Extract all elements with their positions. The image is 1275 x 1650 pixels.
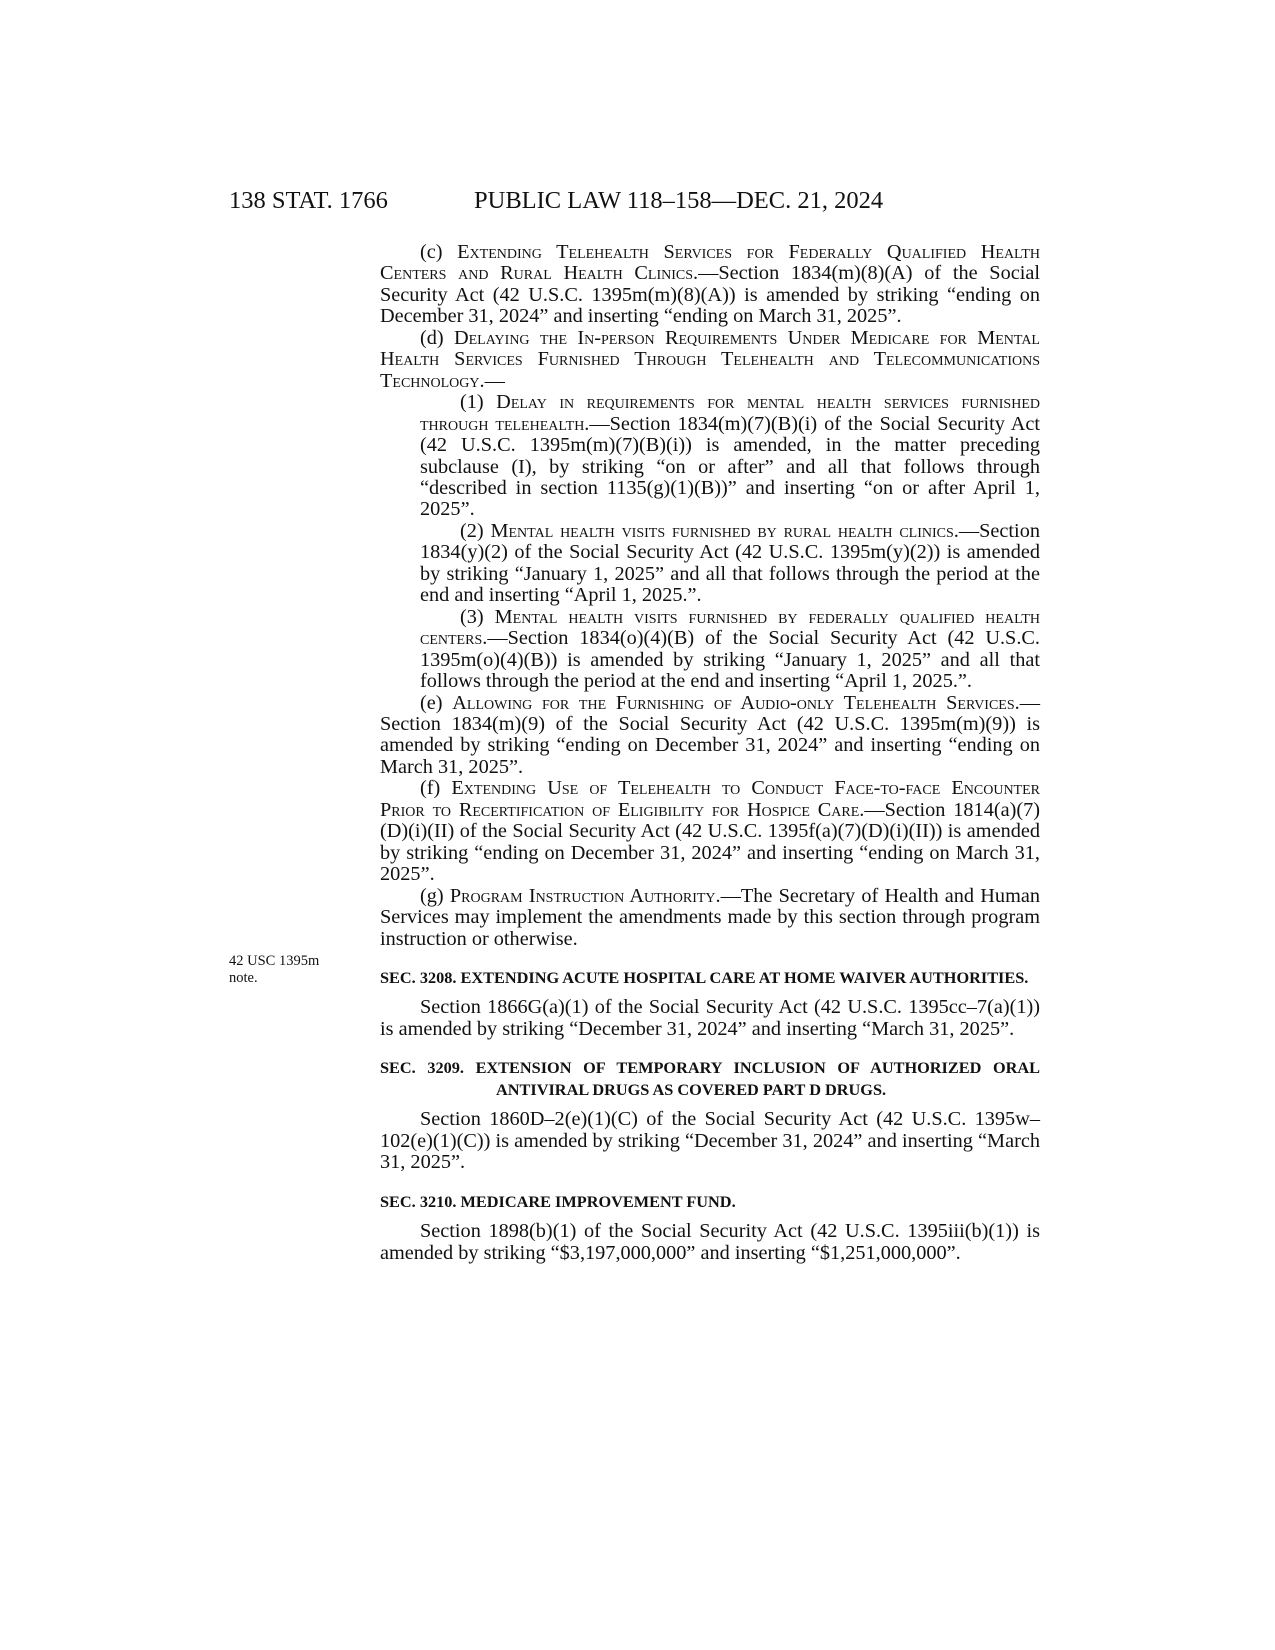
section-3209-text: Section 1860D–2(e)(1)(C) of the Social Security Act (42 U.S.C. 1395w–102(e)(1)(C)) is amended by striking “December 31, 2024” and inserting “March 31, 2025”. — [380, 1108, 1040, 1174]
paragraph-f — [380, 778, 1040, 885]
subparagraph-label: (2) — [460, 519, 484, 542]
subparagraph-label: (3) — [460, 605, 484, 628]
section-spacer — [380, 950, 1040, 967]
paragraph-label: (g) — [420, 884, 444, 907]
subparagraph-d-1 — [380, 392, 1040, 521]
paragraph-text: —Section 1814(a)(7)(D)(i)(II) of the Social Security Act (42 U.S.C. 1395f(a)(7)(D)(i)(II)) is amended by striking “ending on December 31, 2024” and inserting “ending on March 31, 2025”. — [380, 798, 1041, 886]
section-3210-heading: SEC. 3210. MEDICARE IMPROVEMENT FUND. — [380, 1191, 736, 1211]
paragraph-e — [380, 693, 1040, 779]
paragraph-c — [380, 242, 1040, 328]
paragraph-heading: Extending Use of Telehealth to Conduct Face-to-face Encounter Prior to Recertification of Eligibility for Hospice Care. — [380, 777, 1040, 821]
section-3208-text: Section 1866G(a)(1) of the Social Security Act (42 U.S.C. 1395cc–7(a)(1)) is amended by striking “December 31, 2024” and inserting “March 31, 2025”. — [380, 996, 1040, 1040]
subparagraph-d-2 — [380, 521, 1040, 607]
paragraph-label: (f) — [420, 777, 441, 800]
subparagraph-text: —Section 1834(o)(4)(B) of the Social Security Act (42 U.S.C. 1395m(o)(4)(B)) is amended by striking “January 1, 2025” and all that follows through the period at the end and inserting “April 1, 2025.”. — [420, 627, 1040, 693]
paragraph-text: —Section 1834(m)(9) of the Social Security Act (42 U.S.C. 1395m(m)(9)) is amended by striking “ending on December 31, 2024” and inserting “ending on March 31, 2025”. — [380, 691, 1040, 778]
body-text — [380, 242, 1040, 1264]
paragraph-g — [380, 886, 1040, 950]
paragraph-heading: Extending Telehealth Services for Federally Qualified Health Centers and Rural Health Clinics. — [380, 241, 1040, 285]
subparagraph-heading: Delay in requirements for mental health services furnished through telehealth. — [420, 391, 1040, 435]
margin-note-line-2: note. — [229, 970, 258, 986]
section-3210-text: Section 1898(b)(1) of the Social Security Act (42 U.S.C. 1395iii(b)(1)) is amended by striking “$3,197,000,000” and inserting “$1,251,000,000”. — [380, 1220, 1040, 1264]
public-law-title: PUBLIC LAW 118–158—DEC. 21, 2024 — [474, 187, 884, 214]
subparagraph-heading: Mental health visits furnished by federally qualified health centers. — [420, 605, 1041, 650]
paragraph-text: — — [484, 369, 505, 392]
subparagraph-label: (1) — [460, 391, 484, 414]
margin-note — [229, 953, 349, 987]
paragraph-text: —Section 1834(m)(8)(A) of the Social Security Act (42 U.S.C. 1395m(m)(8)(A)) is amended by striking “ending on December 31, 2024” and inserting “ending on March 31, 2025”. — [380, 262, 1040, 328]
statute-citation: 138 STAT. 1766 — [229, 187, 388, 214]
paragraph-heading: Allowing for the Furnishing of Audio-only Telehealth Services. — [452, 691, 1020, 714]
paragraph-label: (d) — [420, 326, 444, 349]
paragraph-label: (e) — [420, 691, 443, 714]
subparagraph-text: —Section 1834(y)(2) of the Social Security Act (42 U.S.C. 1395m(y)(2)) is amended by striking “January 1, 2025” and all that follows through the period at the end and inserting “April 1, 2025.”. — [420, 519, 1040, 607]
paragraph-d — [380, 328, 1040, 392]
margin-note-line-1: 42 USC 1395m — [229, 953, 320, 969]
section-3209-heading: SEC. 3209. EXTENSION OF TEMPORARY INCLUSION OF AUTHORIZED ORAL ANTIVIRAL DRUGS AS COVERED PART D DRUGS. — [380, 1058, 1040, 1099]
subparagraph-heading: Mental health visits furnished by rural health clinics. — [490, 519, 959, 542]
section-3208-heading: SEC. 3208. EXTENDING ACUTE HOSPITAL CARE AT HOME WAIVER AUTHORITIES. — [380, 967, 1029, 987]
paragraph-text: —The Secretary of Health and Human Services may implement the amendments made by this section through program instruction or otherwise. — [380, 884, 1040, 950]
paragraph-heading: Program Instruction Authority. — [449, 884, 721, 907]
paragraph-heading: Delaying the In-person Requirements Under Medicare for Mental Health Services Furnished Through Telehealth and Telecommunications Technology. — [380, 326, 1040, 392]
subparagraph-text: —Section 1834(m)(7)(B)(i) of the Social Security Act (42 U.S.C. 1395m(m)(7)(B)(i)) is amended, in the matter preceding subclause (I), by striking “on or after” and all that follows through “described in section 1135(g)(1)(B))” and inserting “on or after April 1, 2025”. — [420, 412, 1040, 521]
section-spacer — [380, 1174, 1040, 1191]
paragraph-label: (c) — [420, 241, 443, 263]
subparagraph-d-3 — [380, 607, 1040, 693]
section-spacer — [380, 1040, 1040, 1057]
